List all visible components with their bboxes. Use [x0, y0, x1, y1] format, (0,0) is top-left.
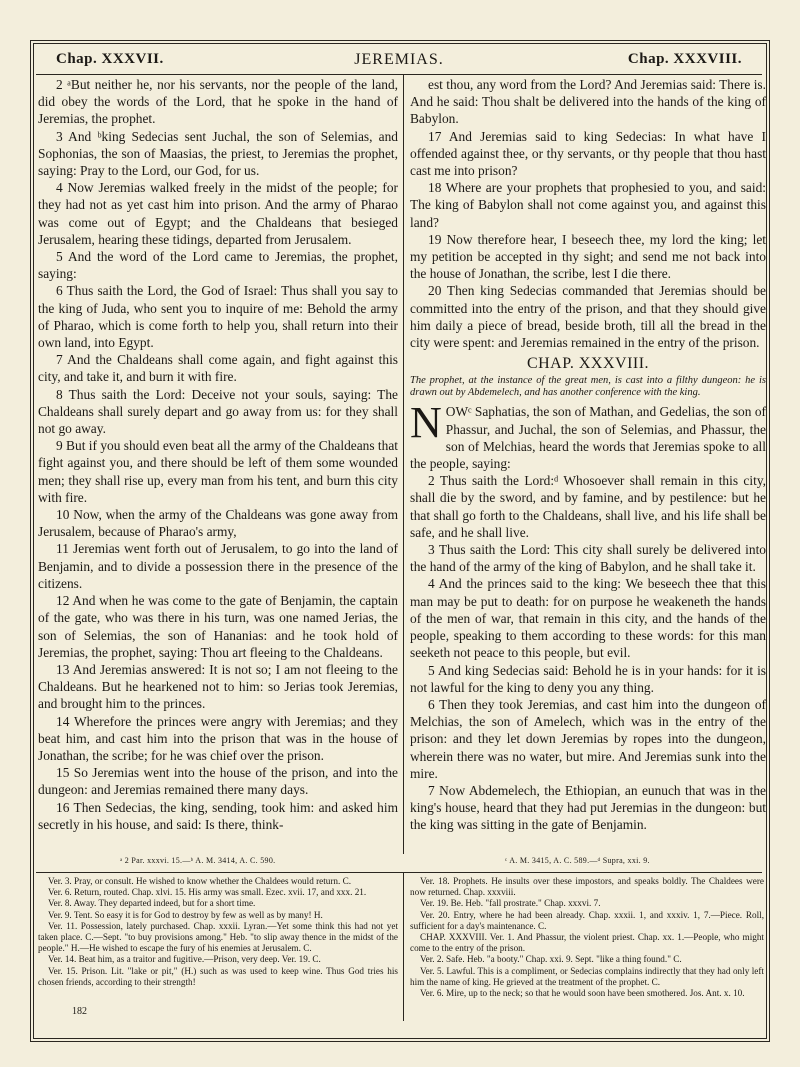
verse: 4 And the princes said to the king: We beseech thee that this man may be put to death: for on purpose he weakeneth the hands of the men of war, that remain in this city, and the hands of the people, speaking to them according to these words: for this man seeketh not peace to this people, but evil. — [410, 576, 766, 661]
footnote-rule — [36, 872, 762, 873]
footnote: Ver. 20. Entry, where he had been already. Chap. xxxii. 1, and xxxiv. 1, 7.—Piece. Roll, sufficient for a day's maintenance. C. — [410, 909, 764, 931]
opening-text: OWᶜ Saphatias, the son of Mathan, and Gedelias, the son of Phassur, and Juchal, the son of Selemias, and Phassur, the son of Melchias, heard the words that Jeremias spoke to all the people, saying: — [410, 404, 766, 472]
verse: 5 And king Sedecias said: Behold he is in your hands: for it is not lawful for the king to deny you any thing. — [410, 662, 766, 695]
verse: 11 Jeremias went forth out of Jerusalem, to go into the land of Benjamin, and to divide a possession there in the presence of the citizens. — [38, 541, 398, 591]
chapter-opening-verse — [410, 398, 766, 472]
footnote-divider — [403, 873, 404, 1021]
cross-reference-right: ᶜ A. M. 3415, A. C. 589.—ᵈ Supra, xxi. 9. — [505, 856, 650, 865]
verse: 2 Thus saith the Lord:ᵈ Whosoever shall remain in this city, shall die by the sword, and by famine, and by pestilence: but he that shall go forth to the Chaldeans, shall live, and his life shall be safe, and he shall live. — [410, 473, 766, 540]
verse: 12 And when he was come to the gate of Benjamin, the captain of the gate, who was there in his turn, was one named Jerias, the son of Selemias, the son of Hananias: and he took hold of Jeremias, the prophet, saying: Thou art fleeing to the Chaldeans. — [38, 593, 398, 660]
footnote: Ver. 14. Beat him, as a traitor and fugitive.—Prison, very deep. Ver. 19. C. — [48, 954, 321, 965]
verse: 19 Now therefore hear, I beseech thee, my lord the king; let my petition be accepted in thy sight; and send me not back into the house of Jonathan, the scribe, lest I die there. — [410, 231, 766, 282]
footnote: Ver. 3. Pray, or consult. He wished to know whether the Chaldees would return. C. — [48, 876, 352, 886]
verse: 20 Then king Sedecias commanded that Jeremias should be committed into the entry of the prison, and that they should give him daily a piece of bread, beside broth, till all the bread in the city were spent: and Jeremias remained in the entry of the prison. — [410, 283, 766, 351]
header-book-title: JEREMIAS. — [354, 51, 444, 68]
header-left-chapter: Chap. XXXVII. — [56, 51, 164, 67]
header-rule — [36, 74, 762, 75]
verse: 17 And Jeremias said to king Sedecias: In what have I offended against thee, or thy servants, or thy people that thou hast cast me into prison? — [410, 128, 766, 179]
verse: 4 Now Jeremias walked freely in the midst of the people; for they had not as yet cast him into prison. And the army of Pharao was come out of Egypt; and the Chaldeans that besieged Jerusalem, hearing these tidings, departed from Jerusalem. — [38, 180, 398, 247]
left-text-column — [38, 76, 398, 833]
footnote: CHAP. XXXVIII. Ver. 1. And Phassur, the violent priest. Chap. xx. 1.—People, who might come to the entry of the prison. — [410, 932, 764, 954]
verse: 3 And ᵇking Sedecias sent Juchal, the son of Selemias, and Sophonias, the son of Maasias, the priest, to Jeremias the prophet, saying: Pray to the Lord, our God, for us. — [38, 128, 398, 179]
footnote: Ver. 2. Safe. Heb. "a booty." Chap. xxi. 9. Sept. "like a thing found." C. — [420, 954, 682, 965]
verse: 5 And the word of the Lord came to Jeremias, the prophet, saying: — [38, 249, 398, 282]
cross-reference-left: ᵃ 2 Par. xxxvi. 15.—ᵇ A. M. 3414, A. C. 590. — [120, 856, 276, 865]
dropcap-letter: N — [410, 398, 442, 448]
verse: 6 Thus saith the Lord, the God of Israel: Thus shall you say to the king of Juda, who sent you to inquire of me: Behold the army of Pharao, which is come forth to help you, shall return into their own land, into Egypt. — [38, 283, 398, 351]
running-header — [36, 45, 762, 73]
chapter-37-continuation — [410, 76, 766, 351]
verse: 10 Now, when the army of the Chaldeans was gone away from Jerusalem, because of Pharao's army, — [38, 507, 398, 540]
footnote: Ver. 5. Lawful. This is a compliment, or Sedecias complains indirectly that they had only left him the name of king. He grieved at the treatment of the prophet. C. — [410, 965, 764, 987]
footnote: Ver. 6. Mire, up to the neck; so that he would soon have been smothered. Jos. Ant. x. 10. — [420, 988, 745, 999]
chapter-heading: CHAP. XXXVIII. — [526, 355, 650, 373]
verse: 3 Thus saith the Lord: This city shall surely be delivered into the hand of the army of the king of Babylon, and he shall take it. — [410, 542, 766, 575]
footnote: Ver. 6. Return, routed. Chap. xlvi. 15. His army was small. Ezec. xvii. 17, and xxx. 21. — [48, 887, 367, 898]
footnote: Ver. 11. Possession, lately purchased. Chap. xxxii. Lyran.—Yet some think this had not yet taken place. C.—Sept. "to buy provisions among." Heb. "to slip away thence in the midst of the people." H.—He wished to escape the fury of his enemies at Jerusalem. C. — [38, 920, 398, 954]
verse: 2 ᵃBut neither he, nor his servants, nor the people of the land, did obey the words of the Lord, that he spoke in the hand of Jeremias, the prophet. — [38, 77, 398, 127]
footnotes-left — [38, 876, 398, 988]
verse: 6 Then they took Jeremias, and cast him into the dungeon of Melchias, the son of Amelech, which was in the entry of the prison: and they let down Jeremias by ropes into the dungeon, wherein there was no water, but mire. And Jeremias sunk into the mire. — [410, 696, 766, 781]
verse: est thou, any word from the Lord? And Jeremias said: There is. And he said: Thou shalt be delivered into the hands of the king of Babylon. — [410, 77, 766, 127]
verse: 16 Then Sedecias, the king, sending, took him: and asked him secretly in his house, and said: Is there, think- — [38, 799, 398, 832]
verse: 13 And Jeremias answered: It is not so; I am not fleeing to the Chaldeans. But he hearkened not to him: so Jerias took Jeremias, and brought him to the princes. — [38, 661, 398, 712]
column-divider — [403, 74, 404, 854]
verse: 14 Wherefore the princes were angry with Jeremias; and they beat him, and cast him into the prison that was in the house of Jonathan, the scribe; for he was chief over the prison. — [38, 713, 398, 763]
header-right-chapter: Chap. XXXVIII. — [627, 51, 742, 67]
verse: 8 Thus saith the Lord: Deceive not your souls, saying: The Chaldeans shall surely depart and go away from us: for they shall not go away. — [38, 386, 398, 437]
verse: 15 So Jeremias went into the house of the prison, and into the dungeon: and Jeremias remained there many days. — [38, 765, 398, 798]
verse: 18 Where are your prophets that prophesied to you, and said: The king of Babylon shall not come against you, and against this land? — [410, 180, 766, 230]
footnote: Ver. 15. Prison. Lit. "lake or pit," (H.) such as was used to keep wine. Thus God tries his chosen friends, according to their strength! — [38, 965, 398, 987]
page-number: 182 — [72, 1006, 87, 1017]
chapter-38-verses — [410, 472, 766, 833]
footnote: Ver. 8. Away. They departed indeed, but for a short time. — [48, 898, 256, 909]
right-text-column — [410, 76, 766, 834]
chapter-summary: The prophet, at the instance of the great men, is cast into a filthy dungeon: he is drawn out by Abdemelech, and has another conference with the king. — [410, 375, 766, 399]
footnote: Ver. 9. Tent. So easy it is for God to destroy by few as well as by many! H. — [48, 909, 323, 920]
footnote: Ver. 18. Prophets. He insults over these impostors, and speaks boldly. The Chaldees were now returned. Chap. xxxviii. — [410, 876, 764, 898]
footnotes-right — [410, 876, 764, 999]
verse: 7 Now Abdemelech, the Ethiopian, an eunuch that was in the king's house, heard that they had put Jeremias in the dungeon: but the king was sitting in the gate of Benjamin. — [410, 782, 766, 833]
verse: 7 And the Chaldeans shall come again, and fight against this city, and take it, and burn it with fire. — [38, 352, 398, 385]
verse: 9 But if you should even beat all the army of the Chaldeans that fight against you, and there should be left of them some wounded men; they shall rise up, every man from his tent, and burn this city with fire. — [38, 438, 398, 505]
footnote: Ver. 19. Be. Heb. "fall prostrate." Chap. xxxvi. 7. — [420, 898, 601, 909]
